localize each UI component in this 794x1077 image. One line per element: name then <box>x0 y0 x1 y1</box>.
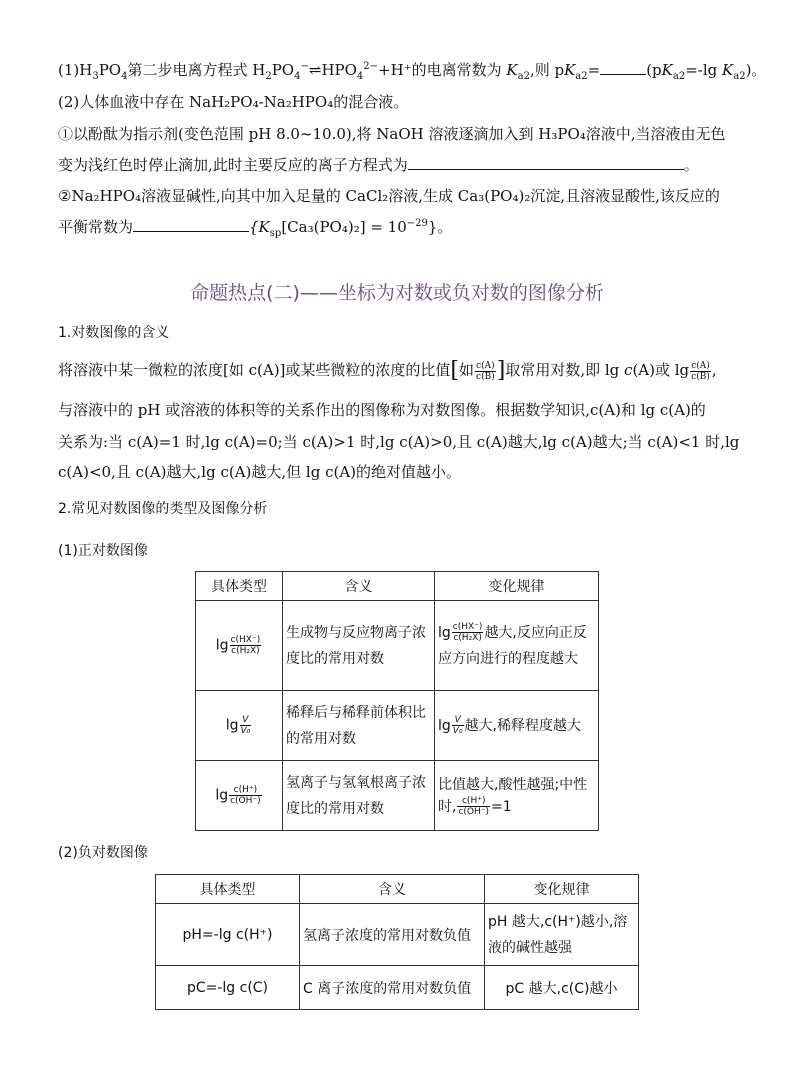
table2-rule-cell: pH 越大,c(H⁺)越小,溶液的碱性越强 <box>485 904 639 966</box>
fraction-ca-cb-2: $\frac{c(A)}{c(B)}$ <box>691 360 710 382</box>
table2-meaning-cell: C 离子浓度的常用对数负值 <box>300 966 485 1010</box>
table1-meaning-cell: 稀释后与稀释前体积比的常用对数 <box>283 691 435 761</box>
question-line-4: 变为浅红色时停止滴加,此时主要反应的离子方程式为 。 <box>58 156 699 174</box>
paragraph-line-2: 与溶液中的 pH 或溶液的体积等的关系作出的图像称为对数图像。根据数学知识,c(A)和 lg c(A)的 <box>58 401 706 419</box>
paragraph-line-1: 将溶液中某一微粒的浓度[如 c(A)]或某些微粒的浓度的比值[如 $\frac{c(A)}{c(B)}$ ]取常用对数,即 lg c(A)或 lg $\frac{c(A)}{c(B)}$ , <box>58 358 717 383</box>
table-row <box>156 966 639 1010</box>
subsection-title-1: 1.对数图像的含义 <box>58 325 170 341</box>
table1-rule-cell: 比值越大,酸性越强;中性 时, $\frac{c(H^+)}{c(OH^-)}$ =1 <box>435 761 599 831</box>
question-line-1: $(1)H_3PO_4$第二步电离方程式 $H_2PO_4^-\rightleftharpoons HPO_4^{2-}+H^+$的电离常数为 $K_{a2}$,则 $pK_{a2}= (pK_{a2}=-\lg$ $K_{a2}$)。 <box>58 61 767 82</box>
table1-meaning-cell: 氢离子与氢氧根离子浓度比的常用对数 <box>283 761 435 831</box>
table-row <box>156 904 639 966</box>
question-line-2: (2)人体血液中存在 NaH₂PO₄-Na₂HPO₄的混合液。 <box>58 93 409 111</box>
table1-rule-cell: lg $\frac{V}{\text{V₀}}$ 越大,稀释程度越大 <box>435 691 599 761</box>
paragraph-line-4: c(A)<0,且 c(A)越大,lg c(A)越大,但 lg c(A)的绝对值越小。 <box>58 463 462 481</box>
table2-type-cell: pH=-lg c(H⁺) <box>156 904 300 966</box>
table2-header-type: 具体类型 <box>156 875 300 904</box>
question-line-6: 平衡常数为 $\{K_{sp}[Ca_3(PO_4)_2] = 10^{-29}\}$。 <box>58 218 453 239</box>
table2-rule-cell: pC 越大,c(C)越小 <box>485 966 639 1010</box>
subsection-title-2: 2.常见对数图像的类型及图像分析 <box>58 501 268 517</box>
question-line-5: ②Na₂HPO₄溶液显碱性,向其中加入足量的 CaCl₂溶液,生成 Ca₃(PO₄)₂沉淀,且溶液显酸性,该反应的 <box>58 187 720 205</box>
table1-type-cell: lg $\frac{c(H^+)}{c(OH^-)}$ <box>196 761 283 831</box>
answer-blank-3[interactable] <box>133 217 249 232</box>
table2-type-cell: pC=-lg c(C) <box>156 966 300 1010</box>
section-heading: 命题热点(二)——坐标为对数或负对数的图像分析 <box>190 282 604 304</box>
table1-rule-cell: lg $\frac{c(HX^-)}{\text{c(H₂X)}}$ 越大,反应向正反应方向进行的程度越大 <box>435 601 599 691</box>
answer-blank-2[interactable] <box>408 155 684 170</box>
table-row <box>196 691 599 761</box>
positive-log-table <box>195 571 599 831</box>
table2-header-rule: 变化规律 <box>485 875 639 904</box>
table-row <box>196 761 599 831</box>
table1-meaning-cell: 生成物与反应物离子浓度比的常用对数 <box>283 601 435 691</box>
question-line-3: ①以酚酞为指示剂(变色范围 pH 8.0~10.0),将 NaOH 溶液逐滴加入到 H₃PO₄溶液中,当溶液由无色 <box>58 125 726 143</box>
table1-header-rule: 变化规律 <box>435 572 599 601</box>
negative-log-table <box>155 874 639 1010</box>
table2-header-meaning: 含义 <box>300 875 485 904</box>
table1-header-meaning: 含义 <box>283 572 435 601</box>
fraction-ca-cb: $\frac{c(A)}{c(B)}$ <box>476 360 495 382</box>
table1-header-type: 具体类型 <box>196 572 283 601</box>
table-row <box>196 601 599 691</box>
table1-type-cell: lg $\frac{V}{\text{V₀}}$ <box>196 691 283 761</box>
table2-title: (2)负对数图像 <box>58 845 148 861</box>
paragraph-line-3: 关系为:当 c(A)=1 时,lg c(A)=0;当 c(A)>1 时,lg c(A)>0,且 c(A)越大,lg c(A)越大;当 c(A)<1 时,lg <box>58 433 740 451</box>
table1-title: (1)正对数图像 <box>58 543 148 559</box>
table1-type-cell: lg $\frac{c(HX^-)}{\text{c(H₂X)}}$ <box>196 601 283 691</box>
table2-meaning-cell: 氢离子浓度的常用对数负值 <box>300 904 485 966</box>
answer-blank-1[interactable] <box>600 60 646 75</box>
